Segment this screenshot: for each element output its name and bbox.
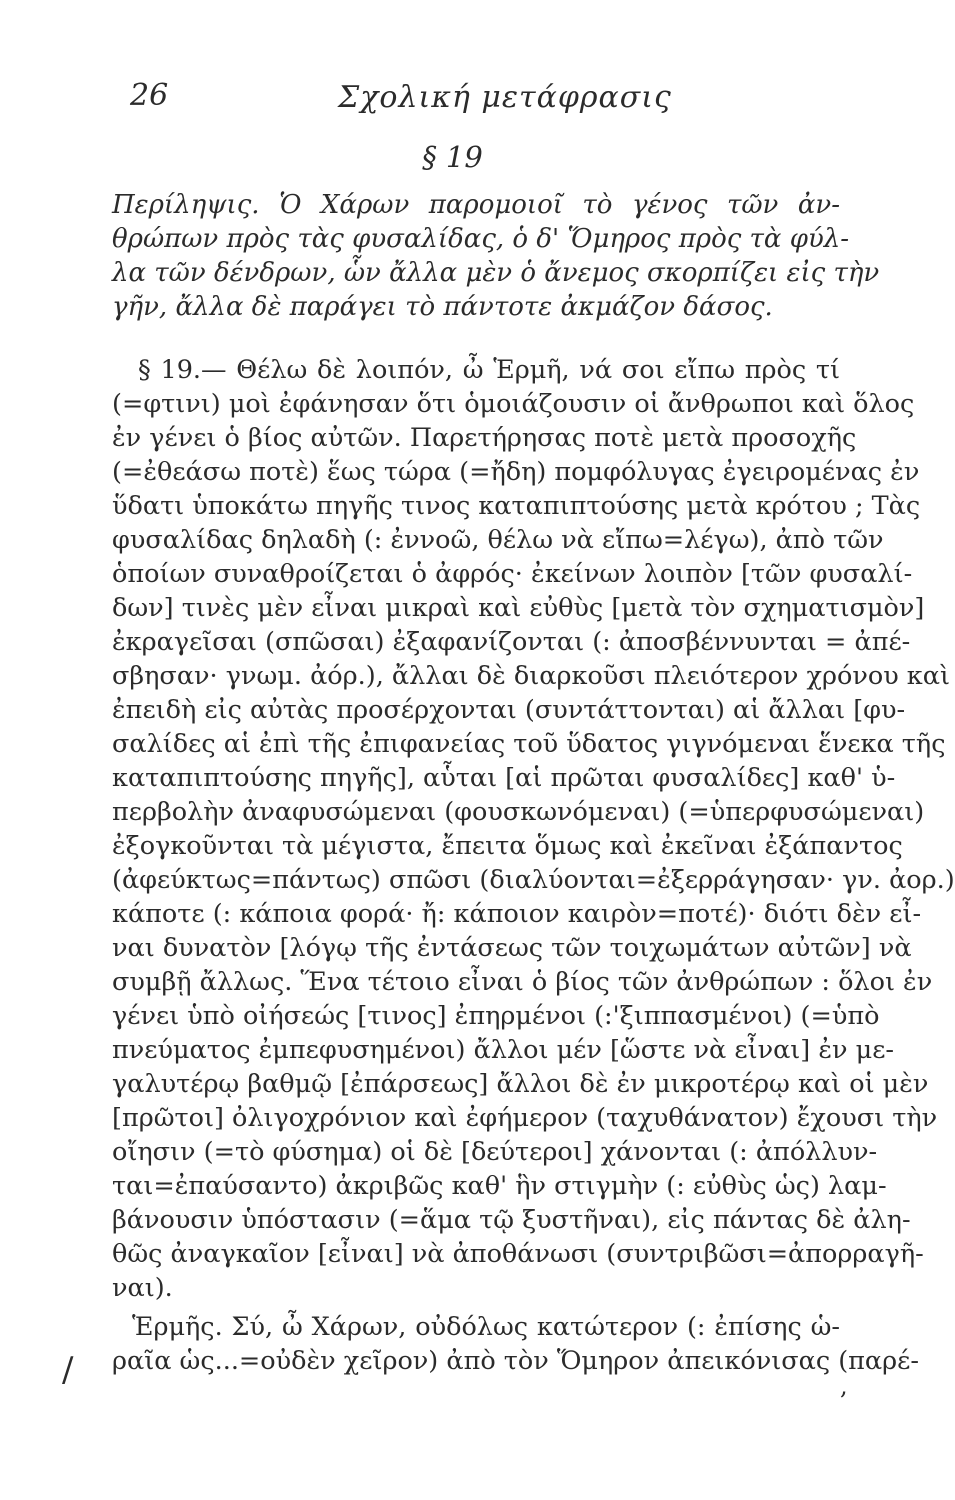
margin-dot-mark: , xyxy=(840,1372,848,1400)
body-line: (ἀφεύκτως=πάντως) σπῶσι (διαλύονται=ἐξερράγησαν· γν. ἀορ.) xyxy=(112,865,955,895)
margin-pencil-mark: / xyxy=(62,1350,74,1390)
body-line: ἐκραγεῖσαι (σπῶσαι) ἐξαφανίζονται (: ἀποσβέννυνται = ἀπέ- xyxy=(112,627,911,657)
body-line: ὕδατι ὑποκάτω πηγῆς τινος καταπιπτούσης μετὰ κρότου ; Τὰς xyxy=(112,491,921,521)
body-line: συμβῇ ἄλλως. Ἕνα τέτοιο εἶναι ὁ βίος τῶν ἀνθρώπων : ὅλοι ἐν xyxy=(112,967,933,997)
body-line: γαλυτέρῳ βαθμῷ [ἐπάρσεως] ἄλλοι δὲ ἐν μικροτέρῳ καὶ οἱ μὲν xyxy=(112,1069,929,1099)
body-line: ται=ἐπαύσαντο) ἀκριβῶς καθ' ἣν στιγμὴν (: εὐθὺς ὡς) λαμ- xyxy=(112,1171,887,1201)
summary-line: Περίληψις. Ὁ Χάρων παρομοιοῖ τὸ γένος τῶν ἀν- xyxy=(112,190,840,220)
summary-line: λα τῶν δένδρων, ὧν ἄλλα μὲν ὁ ἄνεμος σκορπίζει εἰς τὴν xyxy=(112,258,880,288)
body-line: σαλίδες αἱ ἐπὶ τῆς ἐπιφανείας τοῦ ὕδατος γιγνόμεναι ἕνεκα τῆς xyxy=(112,729,946,759)
body-line: θῶς ἀναγκαῖον [εἶναι] νὰ ἀποθάνωσι (συντριβῶσι=ἀπορραγῆ- xyxy=(112,1239,924,1269)
running-title: Σχολική μετάφρασις xyxy=(338,80,672,115)
page-number: 26 xyxy=(130,78,169,113)
body-line: οἴησιν (=τὸ φύσημα) οἱ δὲ [δεύτεροι] χάνονται (: ἀπόλλυν- xyxy=(112,1137,878,1167)
page-header xyxy=(0,78,905,128)
body-line: κάποτε (: κάποια φορά· ἤ: κάποιον καιρὸν=ποτέ)· διότι δὲν εἶ- xyxy=(112,899,922,929)
body-line: ἐξογκοῦνται τὰ μέγιστα, ἔπειτα ὅμως καὶ ἐκεῖναι ἐξάπαντος xyxy=(112,831,903,861)
body-line: ραῖα ὡς...=οὐδὲν χεῖρον) ἀπὸ τὸν Ὅμηρον ἀπεικόνισας (παρέ- xyxy=(112,1346,919,1376)
body-line: Ἑρμῆς. Σύ, ὦ Χάρων, οὐδόλως κατώτερον (: ἐπίσης ὡ- xyxy=(132,1312,840,1342)
body-line: ἐπειδὴ εἰς αὐτὰς προσέρχονται (συντάττονται) αἱ ἄλλαι [φυ- xyxy=(112,695,906,725)
body-line: ὁποίων συναθροίζεται ὁ ἀφρός· ἐκείνων λοιπὸν [τῶν φυσαλί- xyxy=(112,559,913,589)
body-line: φυσαλίδας δηλαδὴ (: ἐννοῶ, θέλω νὰ εἴπω=λέγω), ἀπὸ τῶν xyxy=(112,525,884,555)
body-line: (=ἐθεάσω ποτὲ) ἕως τώρα (=ἤδη) πομφόλυγας ἐγειρομένας ἐν xyxy=(112,457,920,487)
body-line: βάνουσιν ὑπόστασιν (=ἅμα τῷ ξυστῆναι), εἰς πάντας δὲ ἀλη- xyxy=(112,1205,911,1235)
body-line: [πρῶτοι] ὀλιγοχρόνιον καὶ ἐφήμερον (ταχυθάνατον) ἔχουσι τὴν xyxy=(112,1103,938,1133)
body-line: ἐν γένει ὁ βίος αὐτῶν. Παρετήρησας ποτὲ μετὰ προσοχῆς xyxy=(112,423,857,453)
body-line: § 19.— Θέλω δὲ λοιπόν, ὦ Ἑρμῆ, νά σοι εἴπω πρὸς τί xyxy=(138,355,840,385)
body-line: ναι). xyxy=(112,1273,173,1303)
body-line: περβολὴν ἀναφυσώμεναι (φουσκωνόμεναι) (=ὑπερφυσώμεναι) xyxy=(112,797,925,827)
summary-line: θρώπων πρὸς τὰς φυσαλίδας, ὁ δ' Ὅμηρος πρὸς τὰ φύλ- xyxy=(112,224,850,254)
body-line: καταπιπτούσης πηγῆς], αὗται [αἱ πρῶται φυσαλίδες] καθ' ὑ- xyxy=(112,763,896,793)
body-line: γένει ὑπὸ οἰήσεώς [τινος] ἐπηρμένοι (:'ξιππασμένοι) (=ὑπὸ xyxy=(112,1001,880,1031)
section-heading: § 19 xyxy=(422,140,483,174)
summary-line: γῆν, ἄλλα δὲ παράγει τὸ πάντοτε ἀκμάζον δάσος. xyxy=(112,292,773,322)
body-line: πνεύματος ἐμπεφυσημένοι) ἄλλοι μέν [ὥστε νὰ εἶναι] ἐν με- xyxy=(112,1035,895,1065)
body-line: δων] τινὲς μὲν εἶναι μικραὶ καὶ εὐθὺς [μετὰ τὸν σχηματισμὸν] xyxy=(112,593,925,623)
body-line: σβησαν· γνωμ. ἀόρ.), ἄλλαι δὲ διαρκοῦσι πλειότερον χρόνου καὶ xyxy=(112,661,950,691)
body-line: ναι δυνατὸν [λόγῳ τῆς ἐντάσεως τῶν τοιχωμάτων αὐτῶν] νὰ xyxy=(112,933,912,963)
body-line: (=φτινι) μοὶ ἐφάνησαν ὅτι ὁμοιάζουσιν οἱ ἄνθρωποι καὶ ὅλος xyxy=(112,389,915,419)
